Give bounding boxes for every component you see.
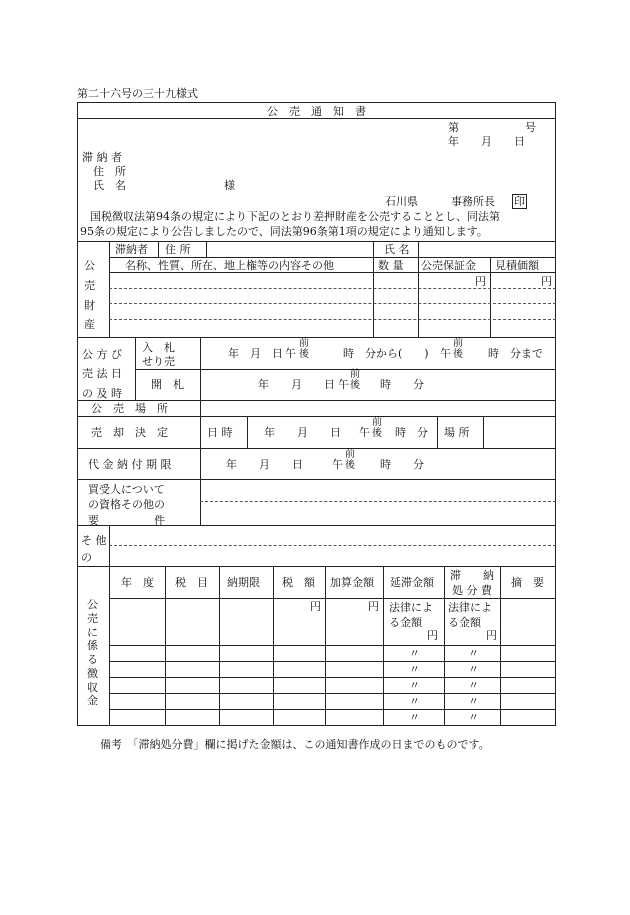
ampm-stack: 前 後 xyxy=(299,338,309,360)
doc-number: 第 号 xyxy=(448,121,536,134)
col-zeigaku: 税 額 xyxy=(282,576,315,589)
kaisatsu-label: 開 札 xyxy=(151,378,184,391)
sama-label: 様 xyxy=(224,179,235,192)
ampm-stack: 前 後 xyxy=(350,369,360,391)
ditto-mark: 〃 xyxy=(409,695,420,708)
ampm-label: 午 xyxy=(338,378,349,391)
yen-unit: 円 xyxy=(310,600,321,613)
baikyaku-nichiji: 日 時 xyxy=(207,426,233,439)
ditto-mark: 〃 xyxy=(409,663,420,676)
baikyaku-time: 時 分 xyxy=(395,426,428,439)
zaisan-quantity: 数 量 xyxy=(378,259,404,272)
hoho-side: 公 方 び 売 法 日 の 及 時 xyxy=(82,348,122,400)
ampm-stack: 前 後 xyxy=(453,338,463,360)
ampm-stack: 前 後 xyxy=(345,449,355,471)
ditto-mark: 〃 xyxy=(468,647,479,660)
form-label: 第二十六号の三十九様式 xyxy=(77,87,198,100)
form-title: 公 売 通 知 書 xyxy=(267,105,366,118)
ditto-mark: 〃 xyxy=(409,647,420,660)
sonota-label: そ 他 の xyxy=(81,534,107,564)
ditto-mark: 〃 xyxy=(468,711,479,724)
zaisan-name: 氏 名 xyxy=(384,243,410,256)
intro-line-2: 95条の規定により公告しましたので、同法第96条第1項の規定により通知します。 xyxy=(80,225,488,238)
nyusatsu-date: 年 月 日 xyxy=(228,347,283,360)
zaisan-deposit: 公売保証金 xyxy=(421,259,476,272)
ditto-mark: 〃 xyxy=(409,711,420,724)
col-shobunhi: 滞 納 処 分 費 xyxy=(450,569,494,597)
name-label: 氏 名 xyxy=(93,179,126,192)
yen-unit: 円 xyxy=(475,275,486,288)
yen-unit: 円 xyxy=(486,629,497,642)
zaisan-content: 名称、性質、所在、地上権等の内容その他 xyxy=(125,259,334,272)
yen-unit: 円 xyxy=(427,629,438,642)
yen-unit: 円 xyxy=(541,275,552,288)
seal-mark: 印 xyxy=(514,195,525,208)
horitsu-shobunhi: 法律によ る金額 xyxy=(448,601,492,629)
col-tekiyo: 摘 要 xyxy=(511,576,544,589)
col-zeimoku: 税 目 xyxy=(175,576,208,589)
zaisan-estimate: 見積価額 xyxy=(495,259,539,272)
zaisan-tainousha: 滞納者 xyxy=(115,243,148,256)
nyusatsu-time: 時 分から( ) xyxy=(343,347,429,360)
daikin-label: 代 金 納 付 期 限 xyxy=(88,458,172,471)
ditto-mark: 〃 xyxy=(409,679,420,692)
nyusatsu-label: 入 札 せり売 xyxy=(142,341,175,368)
kaisatsu-time: 時 分 xyxy=(380,378,424,391)
baikyaku-basho: 場 所 xyxy=(444,426,470,439)
baikyaku-date: 年 月 日 xyxy=(264,426,341,439)
ampm-label: 午 xyxy=(285,347,296,360)
ampm-label: 午 xyxy=(440,347,451,360)
bikou-note: 備考 「滞納処分費」欄に掲げた金額は、この通知書作成の日までのものです。 xyxy=(100,738,490,751)
daikin-date: 年 月 日 xyxy=(226,458,303,471)
col-nendo: 年 度 xyxy=(121,576,154,589)
zaisan-side: 公 売 財 産 xyxy=(84,259,95,332)
col-entai: 延滞金額 xyxy=(390,576,434,589)
ampm-label: 午 xyxy=(332,458,343,471)
ditto-mark: 〃 xyxy=(468,679,479,692)
ampm-stack: 前 後 xyxy=(372,417,382,439)
nyusatsu-end: 時 分まで xyxy=(488,347,543,360)
basho-label: 公 売 場 所 xyxy=(91,402,168,415)
col-nokigen: 納期限 xyxy=(227,576,260,589)
horitsu-entai: 法律によ る金額 xyxy=(389,601,433,629)
ampm-label: 午 xyxy=(359,426,370,439)
ditto-mark: 〃 xyxy=(468,663,479,676)
choshu-side: 公 売 に 係 る 徴 収 金 xyxy=(87,598,98,708)
ditto-mark: 〃 xyxy=(468,695,479,708)
tainousha-label: 滞 納 者 xyxy=(82,151,122,164)
intro-line-1: 国税徴収法第94条の規定により下記のとおり差押財産を公売することとし、同法第 xyxy=(90,210,500,223)
doc-date: 年 月 日 xyxy=(448,135,525,148)
col-kasan: 加算金額 xyxy=(330,576,374,589)
office-label: 石川県 事務所長 xyxy=(385,195,495,208)
daikin-time: 時 分 xyxy=(380,458,424,471)
zaisan-address: 住 所 xyxy=(165,243,191,256)
yen-unit: 円 xyxy=(368,600,379,613)
address-label: 住 所 xyxy=(93,165,126,178)
baikyaku-label: 売 却 決 定 xyxy=(91,426,168,439)
kaisatsu-date: 年 月 日 xyxy=(258,378,335,391)
kaiuke-label: 買受人について の資格その他の 要 件 xyxy=(88,483,165,527)
